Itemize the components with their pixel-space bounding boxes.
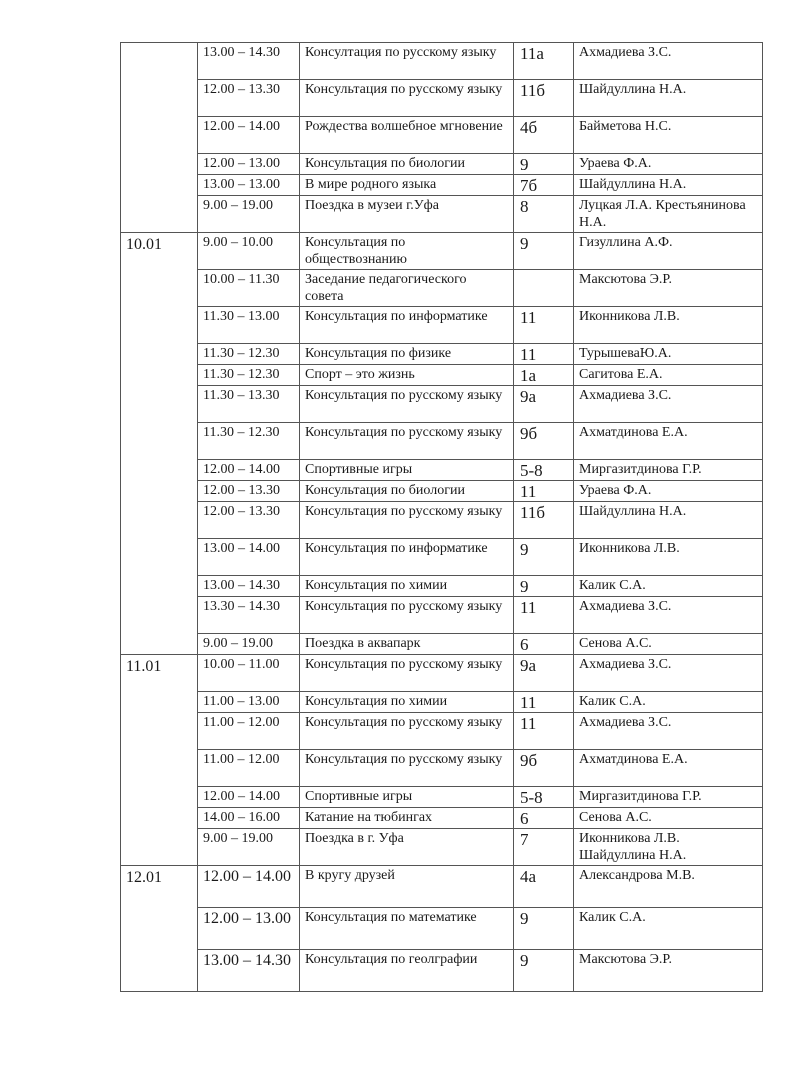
table-row [121,233,763,270]
teacher-cell: Калик С.А. [574,576,763,597]
teacher-cell: Александрова М.В. [574,866,763,908]
time-cell: 12.00 – 14.00 [198,460,300,481]
teacher-cell: Байметова Н.С. [574,117,763,154]
event-cell: Заседание педагогического совета [300,270,514,307]
event-cell: Консультация по русскому языку [300,423,514,460]
event-cell: Консультация по русскому языку [300,597,514,634]
time-cell: 12.00 – 13.30 [198,481,300,502]
schedule-body [121,43,763,992]
class-cell: 9б [514,750,574,787]
event-cell: Поездка в г. Уфа [300,829,514,866]
table-row [121,80,763,117]
table-row [121,829,763,866]
class-cell: 9а [514,655,574,692]
teacher-cell: Калик С.А. [574,692,763,713]
class-cell: 11а [514,43,574,80]
time-cell: 13.00 – 14.30 [198,576,300,597]
table-row [121,365,763,386]
class-cell: 9 [514,154,574,175]
class-cell: 4б [514,117,574,154]
event-cell: Консультация по биологии [300,481,514,502]
time-cell: 12.00 – 13.00 [198,908,300,950]
table-row [121,175,763,196]
date-cell: 12.01 [121,866,198,992]
teacher-cell: Шайдуллина Н.А. [574,175,763,196]
event-cell: Консультация по русскому языку [300,750,514,787]
event-cell: Консультация по геолграфии [300,950,514,992]
time-cell: 13.30 – 14.30 [198,597,300,634]
time-cell: 12.00 – 13.30 [198,80,300,117]
event-cell: Консультация по химии [300,576,514,597]
time-cell: 12.00 – 13.30 [198,502,300,539]
table-row [121,386,763,423]
event-cell: Поездка в аквапарк [300,634,514,655]
class-cell: 11 [514,692,574,713]
time-cell: 11.30 – 13.00 [198,307,300,344]
event-cell: Консультация по русскому языку [300,502,514,539]
teacher-cell: ТурышеваЮ.А. [574,344,763,365]
teacher-cell: Луцкая Л.А. Крестьянинова Н.А. [574,196,763,233]
table-row [121,597,763,634]
class-cell: 9 [514,950,574,992]
date-cell: 10.01 [121,233,198,655]
event-cell: Консультация по русскому языку [300,80,514,117]
class-cell: 7б [514,175,574,196]
class-cell: 6 [514,634,574,655]
time-cell: 12.00 – 14.00 [198,787,300,808]
teacher-cell: Миргазитдинова Г.Р. [574,787,763,808]
date-cell: 11.01 [121,655,198,866]
table-row [121,866,763,908]
teacher-cell: Иконникова Л.В. [574,539,763,576]
event-cell: В мире родного языка [300,175,514,196]
class-cell: 11 [514,344,574,365]
time-cell: 11.30 – 13.30 [198,386,300,423]
class-cell [514,270,574,307]
time-cell: 11.30 – 12.30 [198,365,300,386]
table-row [121,539,763,576]
class-cell: 11 [514,597,574,634]
event-cell: Консультация по обществознанию [300,233,514,270]
table-row [121,196,763,233]
date-cell [121,43,198,233]
time-cell: 9.00 – 19.00 [198,829,300,866]
time-cell: 13.00 – 13.00 [198,175,300,196]
teacher-cell: Максютова Э.Р. [574,950,763,992]
class-cell: 11 [514,713,574,750]
time-cell: 9.00 – 10.00 [198,233,300,270]
class-cell: 11 [514,307,574,344]
class-cell: 5-8 [514,787,574,808]
class-cell: 9 [514,539,574,576]
teacher-cell: Калик С.А. [574,908,763,950]
teacher-cell: Сагитова Е.А. [574,365,763,386]
event-cell: Консультация по информатике [300,539,514,576]
teacher-cell: Ураева Ф.А. [574,154,763,175]
table-row [121,117,763,154]
table-row [121,692,763,713]
class-cell: 9 [514,576,574,597]
event-cell: Консултация по русскому языку [300,43,514,80]
teacher-cell: Иконникова Л.В. [574,307,763,344]
teacher-cell: Ахмадиева З.С. [574,386,763,423]
teacher-cell: Ураева Ф.А. [574,481,763,502]
time-cell: 11.30 – 12.30 [198,423,300,460]
teacher-cell: Иконникова Л.В. Шайдуллина Н.А. [574,829,763,866]
table-row [121,423,763,460]
event-cell: Консультация по биологии [300,154,514,175]
class-cell: 9б [514,423,574,460]
table-row [121,481,763,502]
table-row [121,750,763,787]
teacher-cell: Сенова А.С. [574,634,763,655]
class-cell: 5-8 [514,460,574,481]
time-cell: 10.00 – 11.30 [198,270,300,307]
table-row [121,576,763,597]
class-cell: 8 [514,196,574,233]
table-row [121,787,763,808]
event-cell: Спорт – это жизнь [300,365,514,386]
time-cell: 11.00 – 12.00 [198,713,300,750]
teacher-cell: Ахмадиева З.С. [574,43,763,80]
time-cell: 12.00 – 14.00 [198,866,300,908]
table-row [121,655,763,692]
event-cell: В кругу друзей [300,866,514,908]
class-cell: 9 [514,908,574,950]
time-cell: 11.00 – 12.00 [198,750,300,787]
class-cell: 9 [514,233,574,270]
teacher-cell: Максютова Э.Р. [574,270,763,307]
event-cell: Консультация по информатике [300,307,514,344]
table-row [121,344,763,365]
table-row [121,634,763,655]
time-cell: 11.00 – 13.00 [198,692,300,713]
table-row [121,270,763,307]
teacher-cell: Ахмадиева З.С. [574,597,763,634]
table-row [121,808,763,829]
time-cell: 13.00 – 14.00 [198,539,300,576]
class-cell: 1а [514,365,574,386]
event-cell: Консультация по химии [300,692,514,713]
class-cell: 7 [514,829,574,866]
teacher-cell: Шайдуллина Н.А. [574,502,763,539]
time-cell: 11.30 – 12.30 [198,344,300,365]
time-cell: 10.00 – 11.00 [198,655,300,692]
time-cell: 13.00 – 14.30 [198,43,300,80]
event-cell: Поездка в музеи г.Уфа [300,196,514,233]
event-cell: Консультация по физике [300,344,514,365]
teacher-cell: Гизуллина А.Ф. [574,233,763,270]
event-cell: Катание на тюбингах [300,808,514,829]
event-cell: Консультация по математике [300,908,514,950]
class-cell: 4а [514,866,574,908]
event-cell: Спортивные игры [300,460,514,481]
teacher-cell: Ахматдинова Е.А. [574,423,763,460]
teacher-cell: Шайдуллина Н.А. [574,80,763,117]
table-row [121,43,763,80]
table-row [121,502,763,539]
class-cell: 11б [514,502,574,539]
class-cell: 11б [514,80,574,117]
table-row [121,307,763,344]
event-cell: Консультация по русскому языку [300,386,514,423]
time-cell: 12.00 – 14.00 [198,117,300,154]
event-cell: Консультация по русскому языку [300,655,514,692]
teacher-cell: Ахмадиева З.С. [574,655,763,692]
time-cell: 13.00 – 14.30 [198,950,300,992]
table-row [121,713,763,750]
teacher-cell: Сенова А.С. [574,808,763,829]
schedule-table [120,42,763,992]
table-row [121,460,763,481]
teacher-cell: Ахматдинова Е.А. [574,750,763,787]
time-cell: 9.00 – 19.00 [198,634,300,655]
teacher-cell: Ахмадиева З.С. [574,713,763,750]
teacher-cell: Миргазитдинова Г.Р. [574,460,763,481]
event-cell: Рождества волшебное мгновение [300,117,514,154]
event-cell: Спортивные игры [300,787,514,808]
table-row [121,908,763,950]
time-cell: 14.00 – 16.00 [198,808,300,829]
table-row [121,950,763,992]
event-cell: Консультация по русскому языку [300,713,514,750]
table-row [121,154,763,175]
time-cell: 12.00 – 13.00 [198,154,300,175]
time-cell: 9.00 – 19.00 [198,196,300,233]
class-cell: 11 [514,481,574,502]
class-cell: 6 [514,808,574,829]
class-cell: 9а [514,386,574,423]
